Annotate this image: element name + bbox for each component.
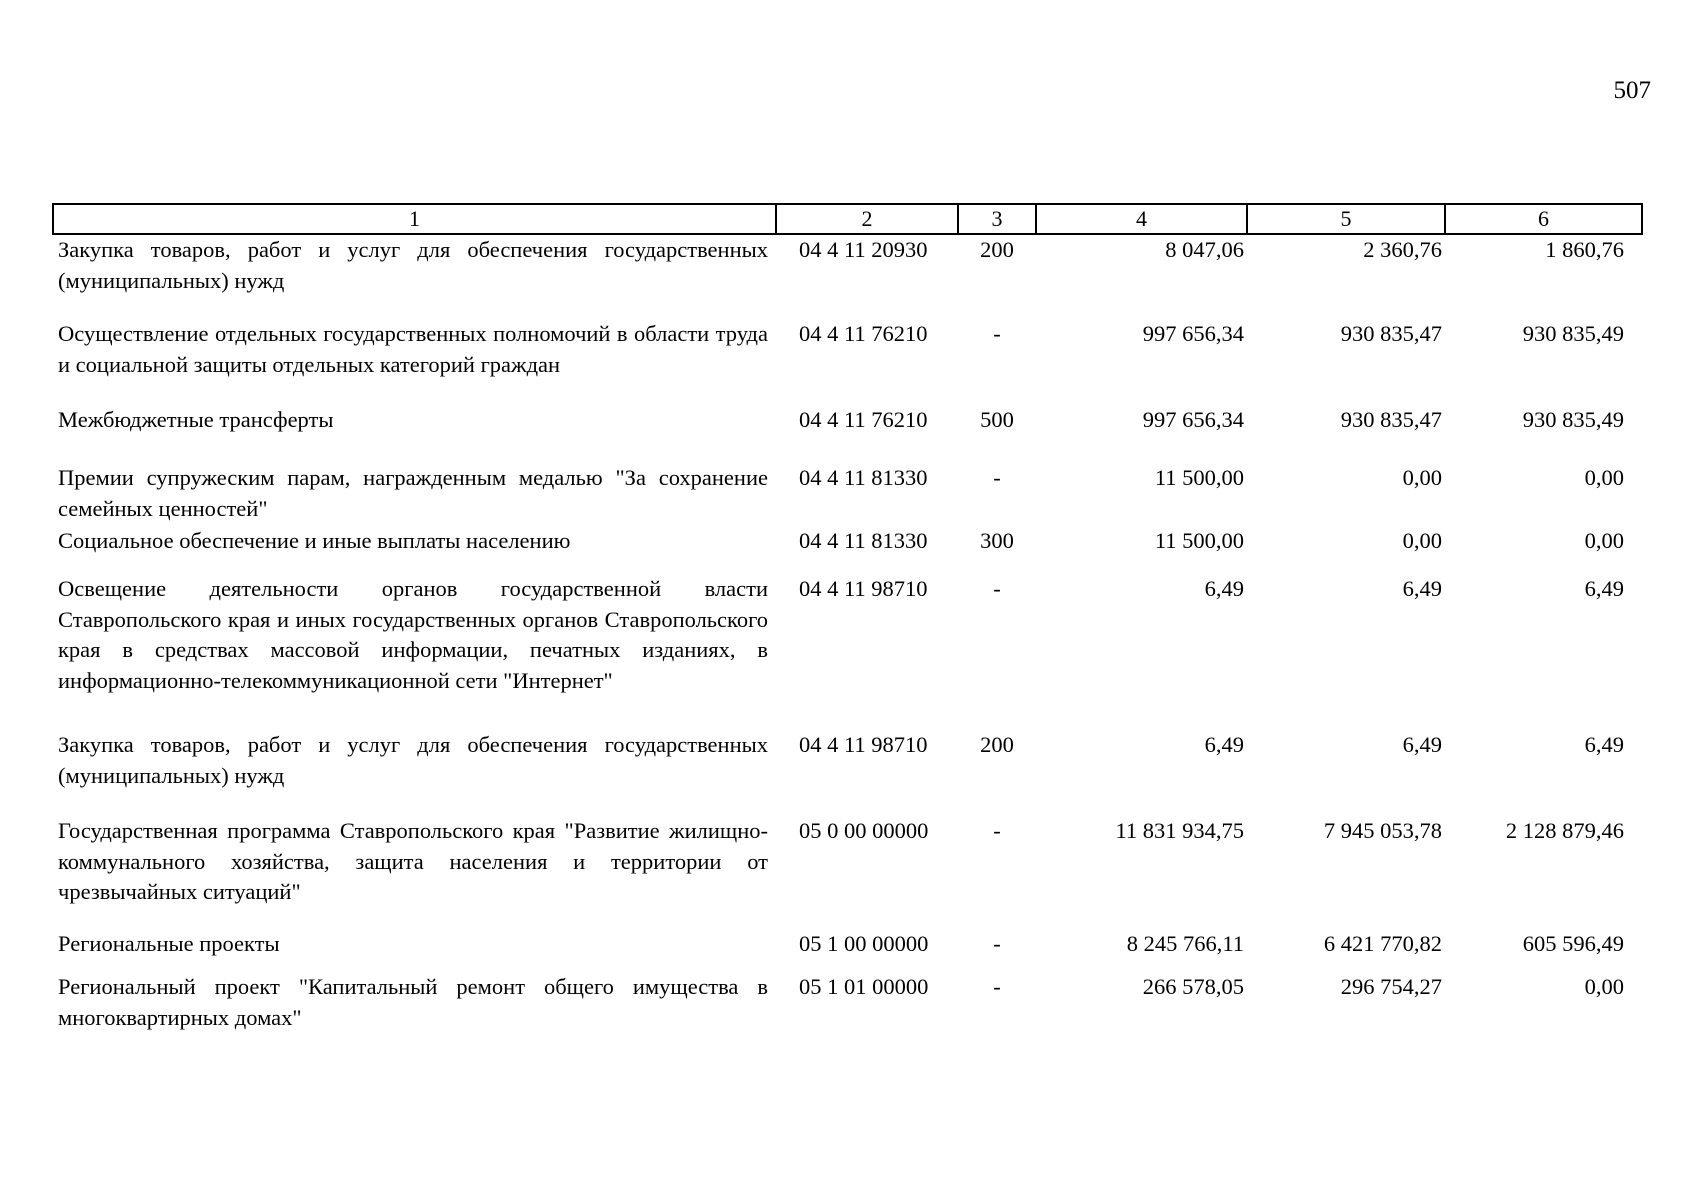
budget-table [52,203,1643,1033]
row-name: Освещение деятельности органов государственной власти Ставропольского края и иных государственных органов Ставропольского края в средствах массовой информации, печатных изданиях, в информационно-телекоммуникационной сети "Интернет" [58,576,768,693]
row-expense-type: - [993,974,1001,999]
row-value-col4: 8 047,06 [1165,237,1244,262]
row-value-col4: 997 656,34 [1142,321,1244,346]
column-header-2: 2 [776,204,958,234]
row-value-col4: 8 245 766,11 [1126,931,1244,956]
row-name: Региональные проекты [58,931,280,956]
row-expense-type: - [993,931,1001,956]
row-name: Закупка товаров, работ и услуг для обеспечения государственных (муниципальных) нужд [58,237,768,293]
row-value-col5: 6,49 [1402,732,1442,757]
row-name: Социальное обеспечение и иные выплаты населению [58,528,571,553]
row-expense-type: 500 [980,407,1014,432]
row-value-col6: 605 596,49 [1522,931,1624,956]
row-code: 05 1 01 00000 [799,974,929,999]
row-value-col5: 7 945 053,78 [1323,818,1442,843]
row-value-col4: 997 656,34 [1142,407,1244,432]
row-value-col6: 0,00 [1584,974,1624,999]
row-value-col5: 0,00 [1402,528,1442,553]
column-header-6: 6 [1445,204,1642,234]
row-expense-type: 200 [980,732,1014,757]
row-value-col6: 930 835,49 [1522,407,1624,432]
row-expense-type: - [993,465,1001,490]
table-row [53,234,1642,319]
table-header [53,204,1642,234]
table-row [53,730,1642,816]
row-code: 04 4 11 81330 [799,528,928,553]
column-header-3: 3 [958,204,1036,234]
row-value-col5: 930 835,47 [1340,321,1442,346]
row-value-col4: 266 578,05 [1142,974,1244,999]
row-code: 04 4 11 98710 [799,732,928,757]
row-value-col5: 0,00 [1402,465,1442,490]
row-value-col4: 6,49 [1204,576,1244,601]
row-name: Региональный проект "Капитальный ремонт общего имущества в многоквартирных домах" [58,974,768,1030]
row-expense-type: 200 [980,237,1014,262]
row-value-col6: 6,49 [1584,732,1624,757]
row-name: Государственная программа Ставропольского края "Развитие жилищно-коммунального хозяйства, защита населения и территории от чрезвычайных ситуаций" [58,818,768,904]
row-value-col5: 296 754,27 [1340,974,1442,999]
page-number: 507 [1613,77,1651,104]
column-header-1: 1 [53,204,776,234]
row-code: 05 1 00 00000 [799,931,929,956]
row-code: 04 4 11 81330 [799,465,928,490]
column-header-5: 5 [1247,204,1445,234]
table-row [53,319,1642,405]
row-value-col6: 930 835,49 [1522,321,1624,346]
row-expense-type: - [993,818,1001,843]
row-value-col6: 2 128 879,46 [1505,818,1624,843]
row-code: 04 4 11 20930 [799,237,928,262]
row-expense-type: - [993,576,1001,601]
row-value-col4: 11 831 934,75 [1115,818,1244,843]
row-value-col6: 6,49 [1584,576,1624,601]
row-name: Межбюджетные трансферты [58,407,334,432]
row-value-col6: 0,00 [1584,465,1624,490]
row-value-col4: 11 500,00 [1154,465,1244,490]
table-row [53,463,1642,526]
row-name: Закупка товаров, работ и услуг для обеспечения государственных (муниципальных) нужд [58,732,768,788]
row-code: 04 4 11 98710 [799,576,928,601]
row-expense-type: - [993,321,1001,346]
table-row [53,574,1642,730]
table-body [53,234,1642,1033]
table-row [53,526,1642,574]
row-name: Осуществление отдельных государственных полномочий в области труда и социальной защиты отдельных категорий граждан [58,321,768,377]
table-row [53,405,1642,463]
row-value-col4: 6,49 [1204,732,1244,757]
table-row [53,816,1642,929]
row-value-col5: 930 835,47 [1340,407,1442,432]
row-expense-type: 300 [980,528,1014,553]
column-header-4: 4 [1036,204,1247,234]
row-value-col4: 11 500,00 [1154,528,1244,553]
header-row [53,204,1642,234]
row-code: 04 4 11 76210 [799,407,928,432]
row-value-col6: 1 860,76 [1545,237,1624,262]
row-value-col6: 0,00 [1584,528,1624,553]
row-code: 04 4 11 76210 [799,321,928,346]
row-value-col5: 6,49 [1402,576,1442,601]
row-value-col5: 6 421 770,82 [1323,931,1442,956]
table-row [53,972,1642,1033]
row-name: Премии супружеским парам, награжденным медалью "За сохранение семейных ценностей" [58,465,768,521]
table-row [53,929,1642,972]
row-code: 05 0 00 00000 [799,818,929,843]
row-value-col5: 2 360,76 [1363,237,1442,262]
